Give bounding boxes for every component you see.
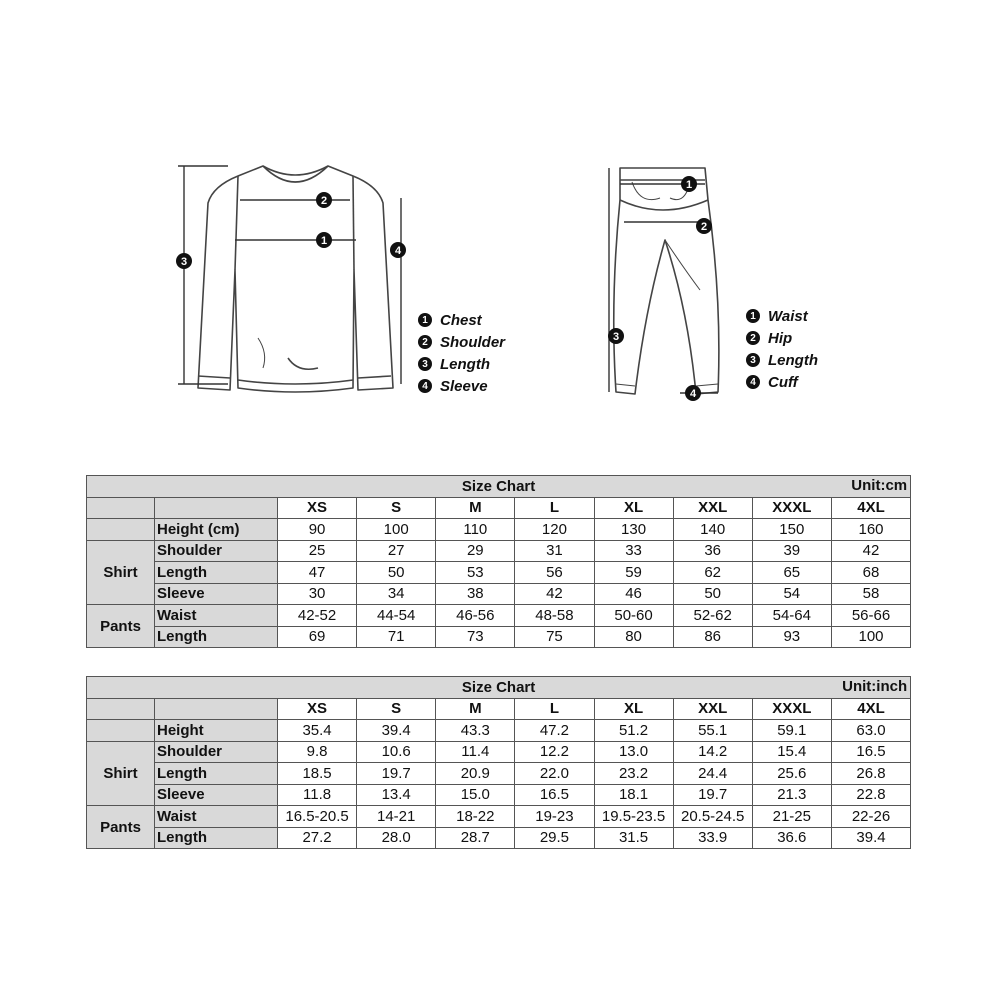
- svg-text:1: 1: [685, 179, 693, 191]
- pants-legend-item: [746, 371, 818, 393]
- marker-icon: 3: [418, 357, 432, 371]
- value-cell: 33.9: [673, 827, 752, 849]
- row-label: Waist: [155, 605, 278, 627]
- marker-icon: 4: [418, 379, 432, 393]
- value-cell: 14-21: [357, 806, 436, 828]
- value-cell: 39: [752, 540, 831, 562]
- value-cell: 75: [515, 626, 594, 648]
- row-label: Length: [155, 827, 278, 849]
- table-row: [87, 562, 911, 584]
- value-cell: 54: [752, 583, 831, 605]
- value-cell: 30: [278, 583, 357, 605]
- table-title-row: [87, 677, 911, 699]
- value-cell: 13.0: [594, 741, 673, 763]
- shirt-legend-label: Chest: [440, 311, 482, 329]
- table-title: [87, 476, 911, 498]
- marker-icon: 4: [746, 375, 760, 389]
- value-cell: 46: [594, 583, 673, 605]
- value-cell: 59.1: [752, 720, 831, 742]
- value-cell: 29.5: [515, 827, 594, 849]
- value-cell: 20.5-24.5: [673, 806, 752, 828]
- value-cell: 11.4: [436, 741, 515, 763]
- blank-cell: [155, 698, 278, 720]
- value-cell: 63.0: [831, 720, 910, 742]
- value-cell: 9.8: [278, 741, 357, 763]
- svg-text:4: 4: [689, 388, 697, 400]
- value-cell: 25.6: [752, 763, 831, 785]
- value-cell: 110: [436, 519, 515, 541]
- value-cell: 39.4: [831, 827, 910, 849]
- value-cell: 27: [357, 540, 436, 562]
- table-row: [87, 741, 911, 763]
- table-row: [87, 763, 911, 785]
- size-header-row: [87, 497, 911, 519]
- svg-text:1: 1: [320, 235, 328, 247]
- size-header: XXXL: [752, 497, 831, 519]
- value-cell: 34: [357, 583, 436, 605]
- value-cell: 62: [673, 562, 752, 584]
- value-cell: 55.1: [673, 720, 752, 742]
- shirt-legend-label: Sleeve: [440, 377, 488, 395]
- value-cell: 47.2: [515, 720, 594, 742]
- pants-legend: [746, 305, 818, 393]
- value-cell: 54-64: [752, 605, 831, 627]
- value-cell: 18.5: [278, 763, 357, 785]
- group-label-shirt: Shirt: [87, 741, 155, 806]
- shirt-legend-label: Length: [440, 355, 490, 373]
- value-cell: 20.9: [436, 763, 515, 785]
- shirt-legend-label: Shoulder: [440, 333, 506, 351]
- value-cell: 31: [515, 540, 594, 562]
- value-cell: 19.7: [673, 784, 752, 806]
- table-row: [87, 784, 911, 806]
- row-label: Shoulder: [155, 741, 278, 763]
- value-cell: 14.2: [673, 741, 752, 763]
- value-cell: 65: [752, 562, 831, 584]
- value-cell: 46-56: [436, 605, 515, 627]
- value-cell: 73: [436, 626, 515, 648]
- value-cell: 39.4: [357, 720, 436, 742]
- table-title: [87, 677, 911, 699]
- value-cell: 56: [515, 562, 594, 584]
- size-header: M: [436, 497, 515, 519]
- row-label: Sleeve: [155, 583, 278, 605]
- group-label-shirt: Shirt: [87, 540, 155, 605]
- value-cell: 42: [515, 583, 594, 605]
- pants-legend-label: Hip: [768, 329, 793, 347]
- value-cell: 31.5: [594, 827, 673, 849]
- value-cell: 26.8: [831, 763, 910, 785]
- svg-text:3: 3: [612, 331, 620, 343]
- value-cell: 93: [752, 626, 831, 648]
- shirt-legend-item: [418, 331, 505, 353]
- row-label: Sleeve: [155, 784, 278, 806]
- shirt-legend-item: [418, 375, 505, 397]
- value-cell: 90: [278, 519, 357, 541]
- value-cell: 42: [831, 540, 910, 562]
- marker-icon: 2: [418, 335, 432, 349]
- value-cell: 11.8: [278, 784, 357, 806]
- row-label: Height: [155, 720, 278, 742]
- value-cell: 80: [594, 626, 673, 648]
- pants-legend-item: [746, 349, 818, 371]
- value-cell: 10.6: [357, 741, 436, 763]
- value-cell: 68: [831, 562, 910, 584]
- row-label: Waist: [155, 806, 278, 828]
- table-unit: Unit:inch: [842, 678, 908, 695]
- size-chart-cm: [86, 475, 911, 648]
- blank-cell: [87, 519, 155, 541]
- value-cell: 22-26: [831, 806, 910, 828]
- size-header: 4XL: [831, 497, 910, 519]
- blank-cell: [87, 497, 155, 519]
- value-cell: 15.4: [752, 741, 831, 763]
- value-cell: 160: [831, 519, 910, 541]
- size-header: S: [357, 497, 436, 519]
- size-header: L: [515, 698, 594, 720]
- shirt-legend-item: [418, 309, 505, 331]
- pants-legend-label: Length: [768, 351, 818, 369]
- value-cell: 52-62: [673, 605, 752, 627]
- svg-text:4: 4: [394, 245, 402, 257]
- value-cell: 150: [752, 519, 831, 541]
- value-cell: 51.2: [594, 720, 673, 742]
- value-cell: 19-23: [515, 806, 594, 828]
- value-cell: 18.1: [594, 784, 673, 806]
- value-cell: 86: [673, 626, 752, 648]
- size-header: L: [515, 497, 594, 519]
- table-row: [87, 720, 911, 742]
- table-row: [87, 827, 911, 849]
- value-cell: 48-58: [515, 605, 594, 627]
- value-cell: 58: [831, 583, 910, 605]
- shirt-legend-item: [418, 353, 505, 375]
- shirt-diagram: [168, 158, 418, 408]
- size-header: XL: [594, 698, 673, 720]
- value-cell: 56-66: [831, 605, 910, 627]
- value-cell: 50-60: [594, 605, 673, 627]
- size-header-row: [87, 698, 911, 720]
- value-cell: 18-22: [436, 806, 515, 828]
- value-cell: 21-25: [752, 806, 831, 828]
- pants-legend-label: Waist: [768, 307, 808, 325]
- table-row: [87, 519, 911, 541]
- marker-icon: 3: [746, 353, 760, 367]
- value-cell: 44-54: [357, 605, 436, 627]
- size-header: 4XL: [831, 698, 910, 720]
- row-label: Length: [155, 562, 278, 584]
- row-label: Height (cm): [155, 519, 278, 541]
- value-cell: 50: [673, 583, 752, 605]
- value-cell: 16.5: [831, 741, 910, 763]
- table-unit: Unit:cm: [851, 477, 908, 494]
- size-header: M: [436, 698, 515, 720]
- value-cell: 140: [673, 519, 752, 541]
- value-cell: 22.8: [831, 784, 910, 806]
- value-cell: 120: [515, 519, 594, 541]
- group-label-pants: Pants: [87, 605, 155, 648]
- marker-icon: 1: [418, 313, 432, 327]
- value-cell: 21.3: [752, 784, 831, 806]
- value-cell: 27.2: [278, 827, 357, 849]
- table-row: [87, 626, 911, 648]
- table-title-text: Size Chart: [461, 678, 536, 696]
- value-cell: 59: [594, 562, 673, 584]
- value-cell: 100: [831, 626, 910, 648]
- svg-text:2: 2: [700, 221, 708, 233]
- size-header: XXL: [673, 698, 752, 720]
- table-row: [87, 605, 911, 627]
- size-header: XL: [594, 497, 673, 519]
- value-cell: 38: [436, 583, 515, 605]
- row-label: Shoulder: [155, 540, 278, 562]
- value-cell: 130: [594, 519, 673, 541]
- value-cell: 24.4: [673, 763, 752, 785]
- group-label-pants: Pants: [87, 806, 155, 849]
- size-header: S: [357, 698, 436, 720]
- blank-cell: [87, 720, 155, 742]
- value-cell: 33: [594, 540, 673, 562]
- value-cell: 25: [278, 540, 357, 562]
- value-cell: 69: [278, 626, 357, 648]
- table-row: [87, 540, 911, 562]
- value-cell: 36.6: [752, 827, 831, 849]
- value-cell: 19.5-23.5: [594, 806, 673, 828]
- marker-icon: 2: [746, 331, 760, 345]
- value-cell: 35.4: [278, 720, 357, 742]
- value-cell: 100: [357, 519, 436, 541]
- size-header: XXL: [673, 497, 752, 519]
- value-cell: 15.0: [436, 784, 515, 806]
- table-title-row: [87, 476, 911, 498]
- table-row: [87, 583, 911, 605]
- pants-legend-item: [746, 305, 818, 327]
- value-cell: 19.7: [357, 763, 436, 785]
- table-title-text: Size Chart: [461, 477, 536, 495]
- table-row: [87, 806, 911, 828]
- svg-text:2: 2: [320, 195, 328, 207]
- blank-cell: [87, 698, 155, 720]
- value-cell: 22.0: [515, 763, 594, 785]
- value-cell: 47: [278, 562, 357, 584]
- svg-text:3: 3: [180, 256, 188, 268]
- value-cell: 12.2: [515, 741, 594, 763]
- row-label: Length: [155, 626, 278, 648]
- pants-legend-item: [746, 327, 818, 349]
- pants-legend-label: Cuff: [768, 373, 798, 391]
- size-header: XXXL: [752, 698, 831, 720]
- value-cell: 16.5: [515, 784, 594, 806]
- blank-cell: [155, 497, 278, 519]
- value-cell: 28.0: [357, 827, 436, 849]
- size-header: XS: [278, 698, 357, 720]
- pants-diagram: [600, 160, 730, 405]
- marker-icon: 1: [746, 309, 760, 323]
- value-cell: 28.7: [436, 827, 515, 849]
- shirt-legend: [418, 309, 505, 397]
- value-cell: 16.5-20.5: [278, 806, 357, 828]
- value-cell: 23.2: [594, 763, 673, 785]
- value-cell: 43.3: [436, 720, 515, 742]
- value-cell: 13.4: [357, 784, 436, 806]
- value-cell: 29: [436, 540, 515, 562]
- value-cell: 71: [357, 626, 436, 648]
- size-header: XS: [278, 497, 357, 519]
- value-cell: 36: [673, 540, 752, 562]
- row-label: Length: [155, 763, 278, 785]
- value-cell: 50: [357, 562, 436, 584]
- value-cell: 42-52: [278, 605, 357, 627]
- value-cell: 53: [436, 562, 515, 584]
- size-chart-inch: [86, 676, 911, 849]
